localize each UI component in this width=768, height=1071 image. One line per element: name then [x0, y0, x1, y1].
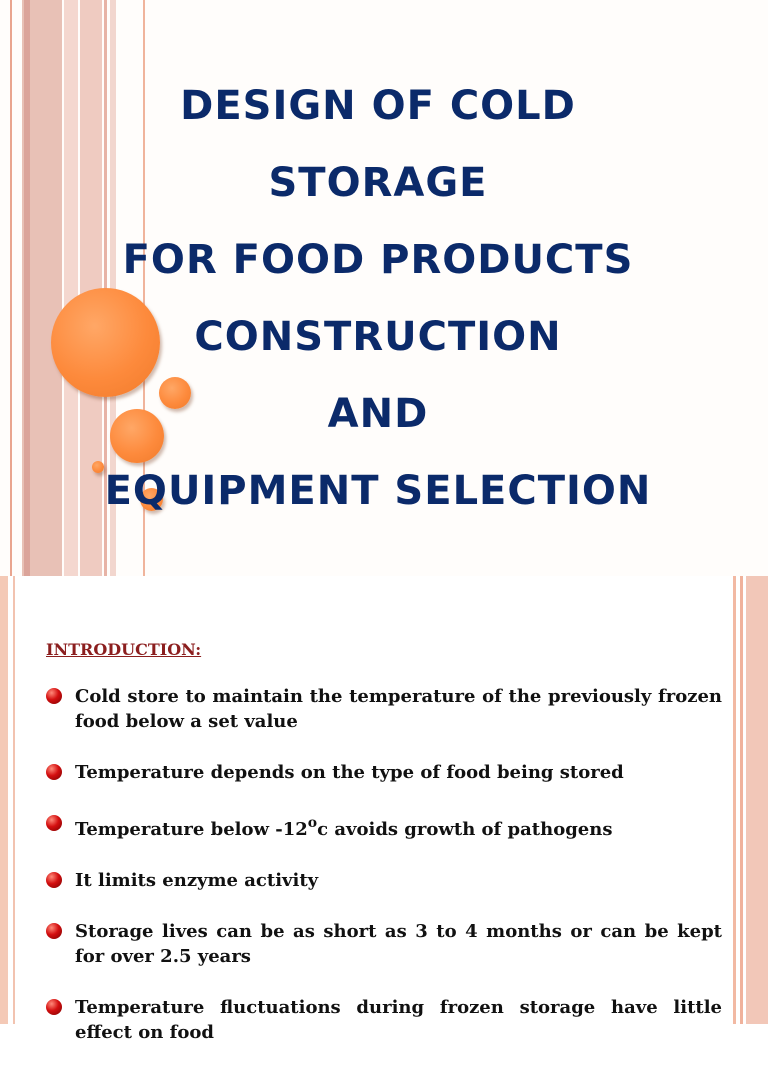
- bullet-text: It limits enzyme activity: [75, 870, 319, 891]
- decorative-stripe: [24, 0, 30, 576]
- bullet-text-part: Temperature below -12: [75, 819, 308, 840]
- list-item: [46, 868, 722, 893]
- list-item: [46, 684, 722, 734]
- degree-superscript: o: [307, 815, 318, 831]
- bullet-text-part: c avoids growth of pathogens: [317, 819, 613, 840]
- bullet-icon: [46, 999, 62, 1015]
- introduction-slide: [0, 576, 768, 1043]
- bullet-text: Storage lives can be as short as 3 to 4 months or can be kept for over 2.5 years: [75, 921, 722, 967]
- bullet-list: [46, 684, 722, 1071]
- decorative-stripe: [0, 576, 8, 1024]
- title-line: CONSTRUCTION: [194, 314, 562, 360]
- bullet-icon: [46, 764, 62, 780]
- bullet-icon: [46, 872, 62, 888]
- title-line: DESIGN OF COLD: [180, 83, 576, 129]
- list-item: [46, 760, 722, 785]
- list-item: [46, 995, 722, 1045]
- title-line: FOR FOOD PRODUCTS: [122, 237, 634, 283]
- section-heading: INTRODUCTION:: [46, 640, 202, 659]
- title-line: AND: [327, 391, 429, 437]
- decorative-stripe: [733, 576, 736, 1024]
- list-item: [46, 919, 722, 969]
- decorative-stripe: [13, 576, 15, 1024]
- decorative-stripe: [64, 0, 78, 576]
- decorative-stripe: [740, 576, 743, 1024]
- bullet-icon: [46, 815, 62, 831]
- decorative-stripe: [10, 0, 12, 576]
- list-item: [46, 811, 722, 842]
- title-line: STORAGE: [268, 160, 488, 206]
- bullet-icon: [46, 688, 62, 704]
- decorative-stripe: [746, 576, 768, 1024]
- bullet-text: Temperature depends on the type of food being stored: [75, 762, 624, 783]
- bullet-text: [75, 815, 613, 840]
- title-line: EQUIPMENT SELECTION: [104, 468, 652, 514]
- bullet-text: Cold store to maintain the temperature of the previously frozen food below a set value: [75, 686, 722, 732]
- bullet-text: Temperature fluctuations during frozen storage have little effect on food: [75, 997, 722, 1043]
- slide-title: [90, 68, 666, 530]
- bullet-icon: [46, 923, 62, 939]
